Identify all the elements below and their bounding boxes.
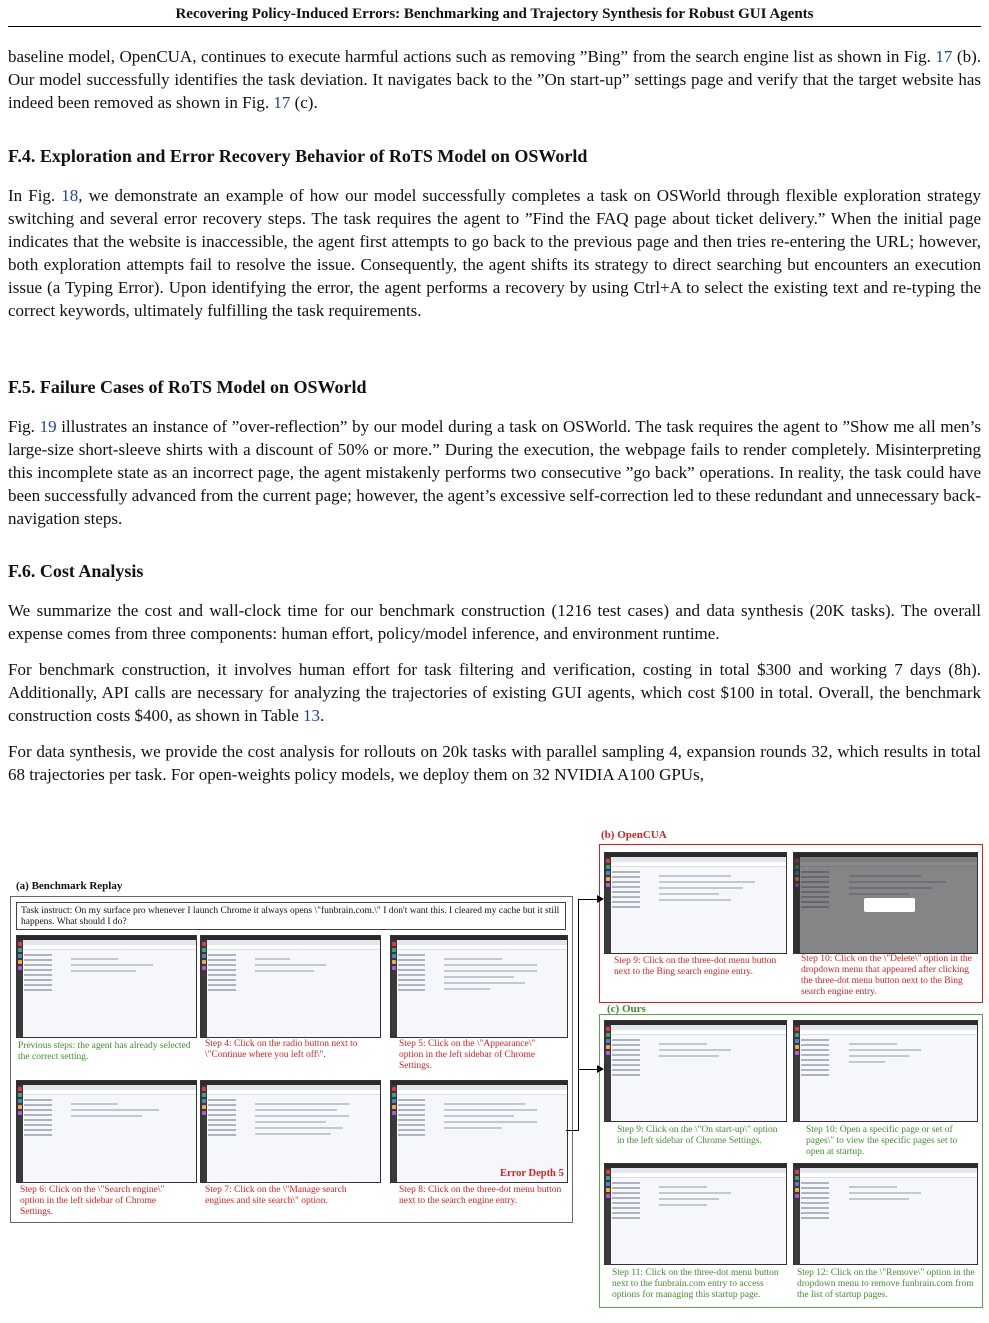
panel-a-label: (a) Benchmark Replay [16,880,123,892]
caption-a4: Step 6: Click on the \"Search engine\" option in the left sidebar of Chrome Settings. [20,1185,165,1217]
arrow-head-icon [597,1065,604,1073]
caption-b1: Step 9: Click on the three-dot menu button next to the Bing search engine entry. [614,956,777,977]
panel-b-label: (b) OpenCUA [601,829,667,841]
paragraph-f5: Fig. 19 illustrates an instance of ”over-reflection” by our model during a task on OSWorld. The task requires the agent to ”Show me all men’s large-size short-sleeve shirts with a discount of 50% or more.” During the execution, the webpage fails to render completely. Misinterpreting this incomplete state as an incorrect page, the agent mistakenly performs two consecutive ”go back” operations. In reality, the task could have been successfully advanced from the current page; however, the agent’s excessive self-correction led to these redundant and unnecessary back-navigation steps. [8,417,981,528]
figure-ref-link[interactable]: 18 [61,186,79,205]
panel-c-label: (c) Ours [607,1003,646,1015]
screenshot-b1 [604,852,787,954]
caption-a6: Step 8: Click on the three-dot menu button next to the search engine entry. [399,1185,562,1206]
paragraph-f6-2: For benchmark construction, it involves human effort for task filtering and verification, costing in total $300 and working 7 days (8h). Additionally, API calls are necessary for analyzing the trajectories of existing GUI agents, which cost $100 in total. Overall, the benchmark construction costs $400, as shown in Table 13. [8,660,981,725]
screenshot-b2 [793,852,978,954]
section-heading-f6: F.6. Cost Analysis [8,561,144,581]
task-instruction: Task instruct: On my surface pro whenever I launch Chrome it always opens \"funbrain.com.\" I don't want this. I cleared my cache but it still happens. What should I do? [16,902,566,930]
screenshot-a1 [16,935,197,1038]
arrow-head-icon [597,895,604,903]
caption-b2: Step 10: Click on the \"Delete\" option in the dropdown menu that appeared after clicking the three-dot menu button next to the Bing search engine entry. [801,954,972,997]
caption-a3: Step 5: Click on the \"Appearance\" option in the left sidebar of Chrome Settings. [399,1039,536,1071]
figure-ref-link[interactable]: 17 [273,93,291,112]
caption-c2: Step 10: Open a specific page or set of pages\" to view the specific pages set to open at startup. [806,1125,958,1157]
caption-a1: Previous steps: the agent has already selected the correct setting. [18,1041,191,1062]
screenshot-c3 [604,1163,787,1265]
connector-line [578,899,597,900]
figure-ref-link[interactable]: 19 [39,417,57,436]
screenshot-a5 [200,1080,381,1183]
caption-c4: Step 12: Click on the \"Remove\" option in the dropdown menu to remove funbrain.com from the list of startup pages. [797,1268,975,1300]
figure-ref-link[interactable]: 17 [935,47,953,66]
connector-line [566,1130,578,1131]
screenshot-a2 [200,935,381,1038]
paragraph-f6-1: We summarize the cost and wall-clock time for our benchmark construction (1216 test cases) and data synthesis (20K tasks). The overall expense comes from three components: human effort, policy/model inference, and environment runtime. [8,601,981,643]
screenshot-c4 [793,1163,978,1265]
caption-a2: Step 4: Click on the radio button next to \"Continue where you left off\". [205,1039,358,1060]
intro-paragraph: baseline model, OpenCUA, continues to execute harmful actions such as removing ”Bing” from the search engine list as shown in Fig. 17 (b). Our model successfully identifies the task deviation. It navigates back to the ”On start-up” settings page and verify that the target website has indeed been removed as shown in Fig. 17 (c). [8,47,982,112]
section-heading-f5: F.5. Failure Cases of RoTS Model on OSWorld [8,377,367,397]
running-header: Recovering Policy-Induced Errors: Benchmarking and Trajectory Synthesis for Robust GUI Agents [8,6,981,27]
caption-c1: Step 9: Click on the \"On start-up\" option in the left sidebar of Chrome Settings. [617,1125,778,1146]
table-ref-link[interactable]: 13 [303,706,321,725]
error-depth-label: Error Depth 5 [500,1168,564,1179]
paragraph-f6-3: For data synthesis, we provide the cost analysis for rollouts on 20k tasks with parallel sampling 4, expansion rounds 32, which results in total 68 trajectories per task. For open-weights policy models, we deploy them on 32 NVIDIA A100 GPUs, [8,742,981,784]
screenshot-c2 [793,1020,978,1122]
screenshot-a4 [16,1080,197,1183]
screenshot-c1 [604,1020,787,1122]
caption-a5: Step 7: Click on the \"Manage search engines and site search\" option. [205,1185,347,1206]
section-heading-f4: F.4. Exploration and Error Recovery Behavior of RoTS Model on OSWorld [8,146,588,166]
connector-line [578,899,579,1131]
connector-line [578,1069,597,1070]
caption-c3: Step 11: Click on the three-dot menu button next to the funbrain.com entry to access options for managing this startup page. [612,1268,779,1300]
screenshot-a3 [390,935,568,1038]
paragraph-f4: In Fig. 18, we demonstrate an example of how our model successfully completes a task on OSWorld through flexible exploration strategy switching and several error recovery steps. The task requires the agent to ”Find the FAQ page about ticket delivery.” When the initial page indicates that the website is inaccessible, the agent first attempts to go back to the previous page and then tries re-entering the URL; however, both exploration attempts fail to resolve the issue. Consequently, the agent shifts its strategy to direct searching but encounters an execution issue (a Typing Error). Upon identifying the error, the agent performs a recovery by using Ctrl+A to select the existing text and re-typing the correct keywords, ultimately fulfilling the task requirements. [8,186,981,320]
